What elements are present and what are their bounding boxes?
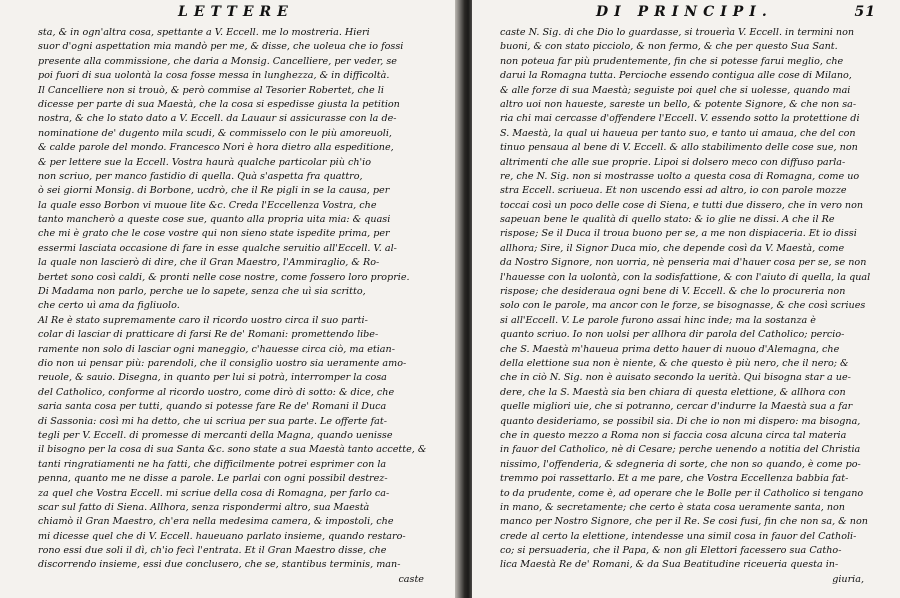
- text-line: quanto scriuo. Io non uolsi per allhora dir parola del Catholico; percio-: [500, 329, 845, 341]
- page-number: 51: [854, 4, 876, 20]
- text-line: sta, & in ogn'altra cosa, spettante a V. Eccell. me lo mostreria. Hieri: [38, 27, 370, 38]
- text-line: non poteua far più prudentemente, fin che si potesse farui meglio, che: [500, 55, 844, 67]
- text-line: bertet sono così caldi, & pronti nelle cose nostre, come fossero loro proprie.: [38, 271, 410, 283]
- text-line: ria chi mai cercasse d'offendere l'Eccell. V. essendo sotto la protettione di: [500, 113, 860, 125]
- text-line: tinuo pensaua al bene di V. Eccell. & allo stabilimento delle cose sue, non: [500, 142, 858, 154]
- text-line: che in questo mezzo a Roma non si faccia cosa alcuna circa tal materia: [500, 429, 847, 441]
- right-page-header: [500, 4, 894, 26]
- text-line: rispose; che desideraua ogni bene di V. Eccell. & che lo procureria non: [500, 286, 846, 298]
- right-page-body: [500, 26, 894, 587]
- text-line: presente alla commissione, che daria a Monsig. Cancelliere, per veder, se: [38, 55, 397, 67]
- text-line: S. Maestà, la qual ui haueua per tanto suo, e tanto ui amaua, che del con: [500, 127, 856, 139]
- text-line: rispose; Se il Duca il troua buono per se, a me non dispiaceria. Et io dissi: [500, 228, 857, 240]
- text-line: co; si persuaderia, che il Papa, & non gli Elettori facessero sua Catho-: [500, 545, 842, 557]
- text-line: altro uoi non haueste, sareste un bello, & potente Signore, & che non sa-: [500, 98, 857, 110]
- text-line: Di Madama non parlo, perche ue lo sapete, senza che uì sia scritto,: [38, 286, 366, 298]
- right-page: [472, 0, 900, 598]
- text-line: della elettione sua non è niente, & che questo è più nero, che il nero; &: [500, 357, 849, 369]
- text-line: suor d'ogni aspettation mia mandò per me, & disse, che uoleua che io fossi: [38, 41, 404, 53]
- text-line: che certo uì ama da figliuolo.: [38, 300, 180, 312]
- text-line: nominatione de' dugento mila scudi, & commisselo con le più amoreuoli,: [38, 127, 392, 139]
- text-line: dio non ui pensar più: parendoli, che il consiglio uostro sia ueramente amo-: [38, 357, 407, 369]
- text-line: si all'Eccell. V. Le parole furono assai hinc inde; ma la sostanza è: [500, 314, 816, 326]
- text-line: darui la Romagna tutta. Percioche essendo contigua alle cose di Milano,: [500, 70, 852, 82]
- text-line: tanto mancherò a queste cose sue, quanto alla propria uita mia: & quasi: [38, 214, 391, 226]
- text-line: che in ciò N. Sig. non è auisato secondo la uerità. Qui bisogna star a ue-: [500, 372, 851, 384]
- text-line: Il Cancelliere non si trouò, & però commise al Tesorier Robertet, che li: [38, 84, 384, 96]
- running-head: LETTERE: [178, 4, 294, 20]
- text-line: lica Maestà Re de' Romani, & da Sua Beatitudine riceueria questa in-: [500, 559, 839, 571]
- text-line: dicesse per parte di sua Maestà, che la cosa si espedisse giusta la petition: [38, 98, 400, 110]
- text-line: caste N. Sig. di che Dio lo guardasse, si trouerìa V. Eccell. in termini non: [500, 27, 855, 38]
- text-line: tremmo poi rassettarlo. Et a me pare, che Vostra Eccellenza babbia fat-: [500, 473, 849, 485]
- text-line: in fauor del Catholico, nè di Cesare; perche uenendo a notitia del Christia: [500, 444, 861, 456]
- text-line: rono essi due soli il dì, ch'io fecì l'entrata. Et il Gran Maestro disse, che: [38, 545, 387, 557]
- text-line: colar di lasciar di pratticare di farsi Re de' Romani: promettendo libe-: [38, 329, 379, 341]
- text-line: & per lettere sue la Eccell. Vostra haurà qualche particolar più ch'io: [38, 156, 372, 168]
- text-line: in mano, & secretamente; che certo è stata cosa ueramente santa, non: [500, 501, 845, 513]
- text-line: reuole, & sauio. Disegna, in quanto per lui si potrà, interromper la cosa: [38, 372, 387, 384]
- text-line: penna, quanto me ne disse a parole. Le parlai con ogni possibil destrez-: [38, 473, 388, 485]
- text-line: re, che N. Sig. non si mostrasse uolto a questa cosa di Romagna, come uo: [500, 170, 860, 182]
- text-line: quelle migliori uie, che si potranno, cercar d'indurre la Maestà sua a far: [500, 401, 853, 413]
- text-line: za quel che Vostra Eccell. mi scriue della cosa di Romagna, per farlo ca-: [38, 487, 390, 499]
- text-line: che S. Maestà m'haueua prima detto hauer di nuouo d'Alemagna, che: [500, 343, 840, 355]
- text-line: & alle forze di sua Maestà; seguiste poi quel che si uolesse, quando mai: [500, 84, 851, 96]
- left-page-header: [38, 4, 454, 26]
- text-line: stra Eccell. scriueua. Et non uscendo essi ad altro, io con parole mozze: [500, 185, 847, 197]
- text-line: ramente non solo di lasciar ogni maneggio, c'hauesse circa ciò, ma etian-: [38, 343, 395, 355]
- text-line: la quale esso Borbon vi muoue lite &c. Creda l'Eccellenza Vostra, che: [38, 199, 377, 211]
- text-line: to da prudente, come è, ad operare che le Bolle per il Catholico si tengano: [500, 487, 864, 499]
- text-line: ò sei giorni Monsig. di Borbone, ucdrò, che il Re pigli in se la causa, per: [38, 185, 390, 197]
- text-line: altrimenti che alle sue proprie. Lipoi si dolsero meco con diffuso parla-: [500, 156, 846, 168]
- text-line: del Catholico, conforme al ricordo uostro, come dirò di sotto: & dice, che: [38, 386, 395, 398]
- text-line: crede al certo la elettione, intendesse una simil cosa in fauor del Catholi-: [500, 530, 857, 542]
- catchword: caste: [398, 573, 424, 585]
- text-line: il bisogno per la cosa di sua Santa &c. sono state a sua Maestà tanto accette, &: [38, 444, 427, 456]
- text-line: tanti ringratiamenti ne ha fatti, che difficilmente potrei esprimer con la: [38, 458, 387, 470]
- text-line: chiamò il Gran Maestro, ch'era nella medesima camera, & impostoli, che: [38, 516, 394, 528]
- text-line: di Sassonia: così mi ha detto, che ui scriua per sua parte. Le offerte fat-: [38, 415, 387, 427]
- text-line: scar sul fatto di Siena. Allhora, senza rispondermi altro, sua Maestà: [38, 501, 370, 513]
- text-line: nostra, & che lo stato dato a V. Eccell. da Lauaur si assicurasse con la de-: [38, 113, 397, 125]
- text-line: essermi lasciata occasione di fare in esse qualche seruitio all'Eccell. V. al-: [38, 242, 397, 254]
- running-head: DI PRINCIPI.: [596, 4, 773, 20]
- text-line: sapeuan bene le qualità di quello stato: & io glie ne dissi. A che il Re: [500, 214, 835, 226]
- text-line: nissimo, l'offenderia, & sdegneria di sorte, che non so quando, è come po-: [500, 458, 861, 470]
- text-line: che mi è grato che le cose vostre qui non sieno state ispedite prima, per: [38, 228, 390, 240]
- text-line: non scriuo, per manco fastidio di quella. Quà s'aspetta fra quattro,: [38, 170, 363, 182]
- left-page-body: [38, 26, 454, 587]
- text-line: solo con le parole, ma ancor con le forze, se bisognasse, & che così scriues: [500, 300, 866, 312]
- text-line: toccai così un poco delle cose di Siena, e tutti due dissero, che in vero non: [500, 199, 864, 211]
- text-line: tegli per V. Eccell. di promesse di mercanti della Magna, quando uenisse: [38, 429, 393, 441]
- text-line: Al Re è stato supremamente caro il ricordo uostro circa il suo parti-: [38, 314, 368, 326]
- text-line: poi fuori di sua uolontà la cosa fosse messa in lunghezza, & in difficoltà.: [38, 70, 390, 82]
- text-line: quanto desideriamo, se possibil sia. Di che io non mi dispero: ma bisogna,: [500, 415, 861, 427]
- text-line: da Nostro Signore, non uorria, nè penseria mai d'hauer cosa per se, se non: [500, 257, 867, 269]
- text-line: discorrendo insieme, essi due conclusero, che se, stantibus terminis, man-: [38, 559, 401, 571]
- text-line: saria santa cosa per tutti, quando si potesse fare Re de' Romani il Duca: [38, 401, 387, 413]
- text-line: buoni, & con stato picciolo, & non fermo, & che per questo Sua Sant.: [500, 41, 838, 53]
- catchword: giuria,: [832, 573, 864, 585]
- text-line: & calde parole del mondo. Francesco Nori è hora dietro alla espeditione,: [38, 142, 394, 154]
- text-line: manco per Nostro Signore, che per il Re. Se cosi fusi, fin che non sa, & non: [500, 516, 868, 528]
- text-line: allhora; Sire, il Signor Duca mio, che depende così da V. Maestà, come: [500, 242, 845, 254]
- text-line: dere, che la S. Maestà sia ben chiara di questa elettione, & allhora con: [500, 386, 846, 398]
- text-line: mi dicesse quel che di V. Eccell. haueuano parlato insieme, quando restaro-: [38, 530, 406, 542]
- text-line: la quale non lascierò di dire, che il Gran Maestro, l'Ammiraglio, & Ro-: [38, 257, 380, 269]
- text-line: l'hauesse con la uolontà, con la sodisfattione, & con l'aiuto di quella, la qual: [500, 271, 871, 283]
